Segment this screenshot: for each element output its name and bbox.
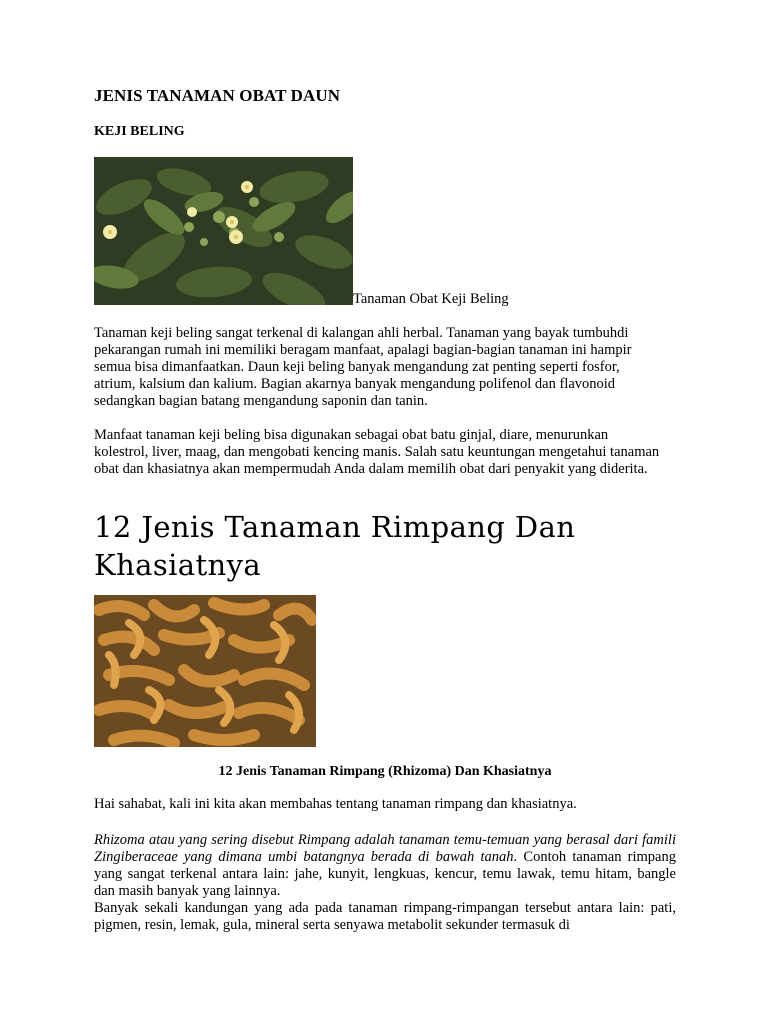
rhizoma-contents: Banyak sekali kandungan yang ada pada tanaman rimpang-rimpangan tersebut antara lain: pati, pigmen, resin, lemak, gula, mineral serta senyawa metabolit sekunder termasuk di bbox=[94, 900, 676, 933]
keji-beling-image bbox=[94, 157, 353, 305]
section-subheading: KEJI BELING bbox=[94, 124, 185, 139]
rhizoma-definition: Rhizoma atau yang sering disebut Rimpang adalah tanaman temu-temuan yang berasal dari famili Zingiberaceae yang dimana umbi batangnya berada di bawah tanah bbox=[94, 832, 676, 865]
rhizoma-examples: . Contoh tanaman rimpang yang sangat terkenal antara lain: jahe, kunyit, lengkuas, kencur, temu lawak, temu hitam, bangle dan masih banyak yang lainnya. bbox=[94, 849, 676, 899]
paragraph-keji-beling-benefits: Manfaat tanaman keji beling bisa digunakan sebagai obat batu ginjal, diare, menurunkan kolestrol, liver, maag, dan mengobati kencing manis. Salah satu keuntungan mengetahui tanaman obat dan khasiatnya akan mempermudah Anda dalam memilih obat dari penyakit yang diderita. bbox=[94, 427, 660, 477]
section-title-rimpang: 12 Jenis Tanaman Rimpang Dan Khasiatnya bbox=[94, 510, 576, 582]
page-title: JENIS TANAMAN OBAT DAUN bbox=[94, 86, 341, 105]
rimpang-image bbox=[94, 595, 316, 747]
paragraph-rhizoma bbox=[94, 832, 676, 934]
image-caption: Tanaman Obat Keji Beling bbox=[353, 291, 509, 307]
image-caption-rimpang: 12 Jenis Tanaman Rimpang (Rhizoma) Dan Khasiatnya bbox=[218, 764, 552, 779]
paragraph-greeting: Hai sahabat, kali ini kita akan membahas tentang tanaman rimpang dan khasiatnya. bbox=[94, 796, 577, 812]
paragraph-keji-beling-intro: Tanaman keji beling sangat terkenal di kalangan ahli herbal. Tanaman yang bayak tumbuhdi pekarangan rumah ini memiliki beragam manfaat, apalagi bagian-bagian tanaman ini hampir semua bisa dimanfaatkan. Daun keji beling banyak mengandung zat penting seperti fosfor, atrium, kalsium dan kalium. Bagian akarnya banyak mengandung polifenol dan flavonoid sedangkan bagian batang mengandung saponin dan tanin. bbox=[94, 325, 632, 409]
